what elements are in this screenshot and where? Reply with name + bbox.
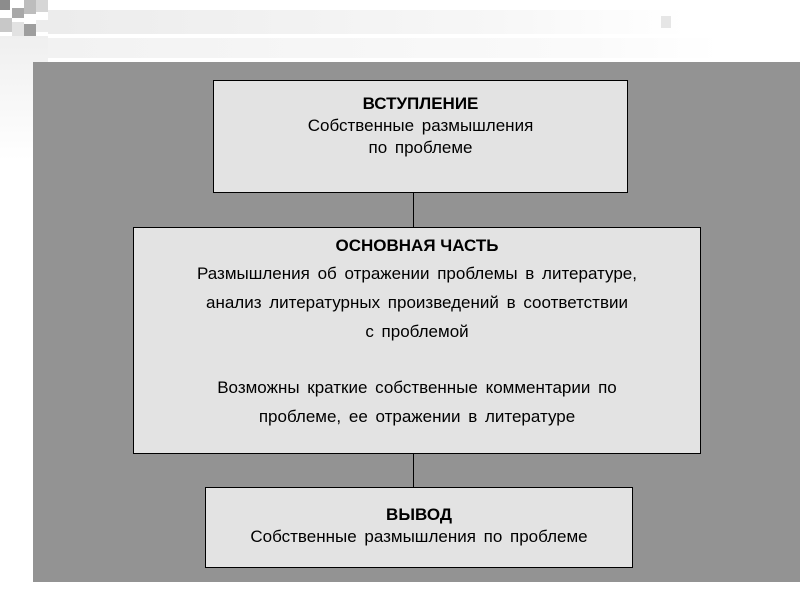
decor-square [36,0,48,12]
intro-line: по проблеме [368,138,473,157]
decor-fade-bar [48,10,688,34]
main-part-line: проблеме, ее отражении в литературе [258,407,576,426]
conclusion-line: Собственные размышления по проблеме [250,527,588,546]
decor-square [12,8,24,18]
main-part-line: Возможны краткие собственные комментарии по [217,378,617,397]
intro-title: ВСТУПЛЕНИЕ [362,94,479,113]
decor-square [0,18,12,32]
intro-line: Собственные размышления [307,116,534,135]
main-part-title: ОСНОВНАЯ ЧАСТЬ [335,236,499,255]
conclusion-title: ВЫВОД [386,505,452,524]
conclusion-box [205,487,633,568]
main-part-line: анализ литературных произведений в соответствии [205,293,628,312]
connector-intro-main [413,193,414,227]
main-part-box [133,227,701,454]
decor-square [12,22,24,36]
main-part-spacer [134,346,700,373]
decor-fade-bar [48,38,720,58]
decor-square [0,0,10,10]
decor-square [24,24,36,36]
main-part-line: Размышления об отражении проблемы в литературе, [197,264,637,283]
main-part-line: с проблемой [365,322,469,341]
decor-square [661,16,671,28]
intro-box [213,80,628,193]
decor-square [36,20,48,32]
decor-square [24,0,36,14]
connector-main-conclusion [413,454,414,487]
